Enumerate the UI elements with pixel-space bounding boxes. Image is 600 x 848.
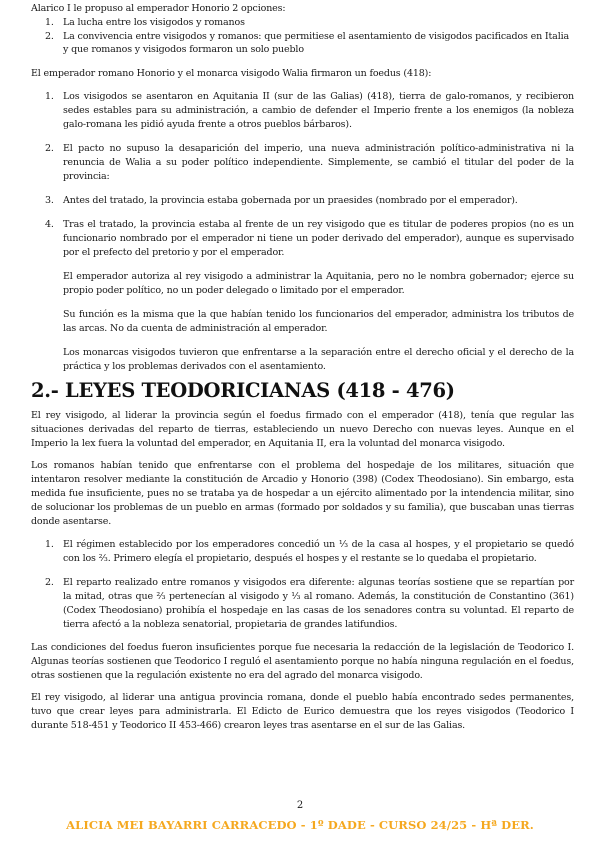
list-text: El pacto no supuso la desaparición del imperio, una nueva administración político-administrativa ni la renuncia de Walia a su poder político independiente. Simplemente, se cambió el titular del poder de la provincia: bbox=[63, 142, 574, 182]
list-item bbox=[31, 90, 574, 132]
list-item bbox=[31, 16, 574, 30]
section-paragraph: Los romanos habían tenido que enfrentarse con el problema del hospedaje de los militares, situación que intentaron resolver mediante la constitución de Arcadio y Honorio (398) (Codex Theodosiano). Sin embargo, esta medida fue insuficiente, pues no se trataba ya de hospedar a un ejército alimentado por la intendencia militar, sino de solucionar los problemas de un pueblo en armas (formado por soldados y su familia), que buscaban unas tierras donde asentarse. bbox=[31, 459, 574, 527]
list-item bbox=[31, 538, 574, 566]
list-number: 4. bbox=[45, 218, 54, 230]
list-text: Antes del tratado, la provincia estaba gobernada por un praesides (nombrado por el emperador). bbox=[63, 194, 518, 206]
list-item bbox=[31, 194, 574, 208]
list-number: 1. bbox=[45, 90, 54, 102]
intro-options-list bbox=[31, 16, 574, 57]
list-number: 1. bbox=[45, 538, 54, 550]
document-page bbox=[31, 2, 574, 733]
list-text: La convivencia entre visigodos y romanos: que permitiese el asentamiento de visigodos pacificados en Italia y que romanos y visigodos formaron un solo pueblo bbox=[63, 30, 569, 55]
foedus-subparagraph: Su función es la misma que la que habían tenido los funcionarios del emperador, administra los tributos de las arcas. No da cuenta de administración al emperador. bbox=[63, 308, 574, 334]
list-item bbox=[31, 576, 574, 632]
section-points-list bbox=[31, 538, 574, 632]
list-number: 2. bbox=[45, 30, 54, 42]
section-heading: 2.- LEYES TEODORICIANAS (418 - 476) bbox=[31, 378, 455, 402]
list-item bbox=[31, 218, 574, 260]
section-paragraph: El rey visigodo, al liderar una antigua provincia romana, donde el pueblo había encontrado sedes permanentes, tuvo que crear leyes para administrarla. El Edicto de Eurico demuestra que los reyes visigodos (Teodorico I durante 518-451 y Teodorico II 453-466) crearon leyes tras asentarse en el sur de las Galias. bbox=[31, 691, 574, 731]
section-paragraph: Las condiciones del foedus fueron insuficientes porque fue necesaria la redacción de la legislación de Teodorico I. Algunas teorías sostienen que Teodorico I reguló el asentamiento porque no había ninguna regulación en el foedus, otras sostienen que la regulación existente no era del agrado del monarca visigodo. bbox=[31, 641, 574, 681]
list-text: El reparto realizado entre romanos y visigodos era diferente: algunas teorías sostiene que se repartían por la mitad, otras que ⅔ pertenecían al visigodo y ⅓ al romano. Además, la constitución de Constantino (361) (Codex Theodosiano) prohibía el hospedaje en las casas de los senadores contra su voluntad. El reparto de tierra afectó a la nobleza senatorial, propietaria de grandes latifundios. bbox=[63, 576, 574, 630]
foedus-intro: El emperador romano Honorio y el monarca visigodo Walia firmaron un foedus (418): bbox=[31, 67, 432, 79]
foedus-subparagraph: Los monarcas visigodos tuvieron que enfrentarse a la separación entre el derecho oficial y el derecho de la práctica y los problemas derivados con el asentamiento. bbox=[63, 346, 574, 372]
list-item bbox=[31, 30, 574, 57]
footer-author-line: ALICIA MEI BAYARRI CARRACEDO - 1º DADE - CURSO 24/25 - Hª DER. bbox=[66, 818, 534, 832]
foedus-points-list bbox=[31, 90, 574, 260]
list-item bbox=[31, 142, 574, 184]
foedus-subparagraph: El emperador autoriza al rey visigodo a administrar la Aquitania, pero no le nombra gobernador; ejerce su propio poder político, no un poder delegado o limitado por el emperador. bbox=[63, 270, 574, 296]
list-number: 2. bbox=[45, 576, 54, 588]
page-number: 2 bbox=[296, 800, 304, 811]
list-text: Los visigodos se asentaron en Aquitania II (sur de las Galias) (418), tierra de galo-romanos, y recibieron sedes estables para su administración, a cambio de defender el Imperio frente a los enemigos (la nobleza galo-romana les pidió ayuda frente a otros pueblos bárbaros). bbox=[63, 90, 574, 130]
list-number: 1. bbox=[45, 17, 54, 28]
section-paragraph: El rey visigodo, al liderar la provincia según el foedus firmado con el emperador (418), tenía que regular las situaciones derivadas del reparto de tierras, estableciendo un nuevo Derecho con nuevas leyes. Aunque en el Imperio la lex fuera la voluntad del emperador, en Aquitania II, era la voluntad del monarca visigodo. bbox=[31, 409, 574, 449]
list-number: 3. bbox=[45, 194, 54, 206]
list-text: La lucha entre los visigodos y romanos bbox=[63, 17, 245, 28]
list-text: El régimen establecido por los emperadores concedió un ⅓ de la casa al hospes, y el propietario se quedó con los ⅔. Primero elegía el propietario, después el hospes y el restante se lo quedaba el propietario. bbox=[63, 538, 574, 564]
list-text: Tras el tratado, la provincia estaba al frente de un rey visigodo que es titular de poderes propios (no es un funcionario nombrado por el emperador ni tiene un poder derivado del emperador), aunque es supervisado por el prefecto del pretorio y por el emperador. bbox=[63, 218, 574, 258]
list-number: 2. bbox=[45, 142, 54, 154]
intro-text: Alarico I le propuso al emperador Honorio 2 opciones: bbox=[31, 3, 286, 14]
